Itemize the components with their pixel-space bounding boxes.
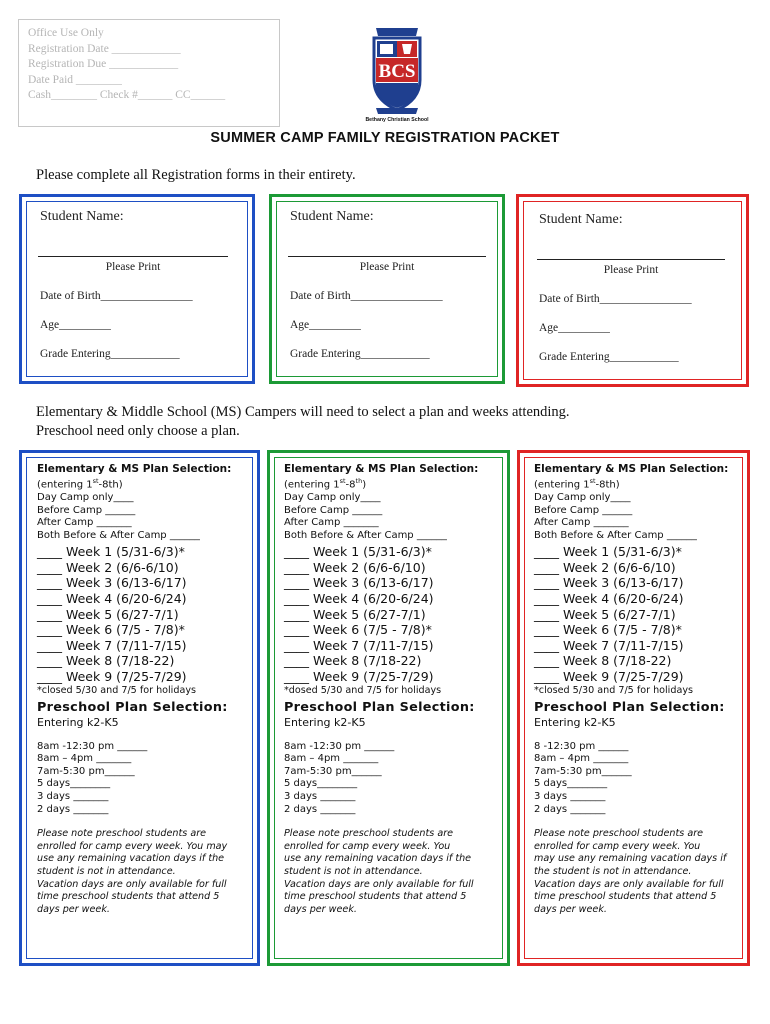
student-name-line[interactable]: [537, 259, 725, 260]
holiday-note: *dosed 5/30 and 7/5 for holidays: [284, 684, 442, 696]
entering-grades: (entering 1st-8th): [37, 477, 123, 491]
before-camp-option[interactable]: Before Camp ______: [284, 504, 383, 516]
after-camp-option[interactable]: After Camp _______: [534, 517, 629, 529]
payment-method-field: Cash________ Check #______ CC______: [28, 89, 226, 101]
preschool-heading: Preschool Plan Selection:: [534, 699, 725, 715]
week-8-option[interactable]: ____ Week 8 (7/18-22): [284, 653, 422, 669]
week-5-option[interactable]: ____ Week 5 (6/27-7/1): [37, 606, 179, 622]
grade-entering-field[interactable]: Grade Entering____________: [40, 348, 180, 360]
week-9-option[interactable]: ____ Week 9 (7/25-7/29): [37, 669, 187, 685]
preschool-5-days-option[interactable]: 5 days________: [284, 778, 358, 790]
preschool-entering: Entering k2-K5: [284, 715, 366, 729]
preschool-half-day-option[interactable]: 8 -12:30 pm ______: [534, 740, 629, 752]
after-camp-option[interactable]: After Camp _______: [37, 517, 132, 529]
preschool-half-day-option[interactable]: 8am -12:30 pm ______: [284, 740, 395, 752]
date-of-birth-field[interactable]: Date of Birth________________: [539, 293, 692, 305]
week-7-option[interactable]: ____ Week 7 (7/11-7/15): [284, 637, 434, 653]
please-print-label: Please Print: [105, 261, 161, 273]
logo-caption: Bethany Christian School: [365, 117, 429, 122]
age-field[interactable]: Age_________: [290, 319, 361, 331]
please-print-label: Please Print: [603, 264, 659, 276]
office-use-label: Office Use Only: [28, 27, 104, 39]
week-1-option[interactable]: ____ Week 1 (5/31-6/3)*: [37, 544, 185, 560]
week-9-option[interactable]: ____ Week 9 (7/25-7/29): [534, 669, 684, 685]
week-1-option[interactable]: ____ Week 1 (5/31-6/3)*: [284, 544, 432, 560]
day-camp-option[interactable]: Day Camp only____: [534, 491, 631, 503]
preschool-entering: Entering k2-K5: [37, 715, 119, 729]
week-6-option[interactable]: ____ Week 6 (7/5 - 7/8)*: [284, 622, 432, 638]
student-name-label: Student Name:: [539, 212, 623, 227]
holiday-note: *closed 5/30 and 7/5 for holidays: [534, 684, 693, 696]
week-4-option[interactable]: ____ Week 4 (6/20-6/24): [37, 591, 187, 607]
student-name-label: Student Name:: [290, 209, 374, 224]
preschool-note: Please note preschool students are enrolled for camp every week. You use any remaining vacation days if the student is not in attendance. Vacation days are only available for full time preschool students that attend 5 days per week.: [284, 828, 474, 915]
week-4-option[interactable]: ____ Week 4 (6/20-6/24): [284, 591, 434, 607]
plan-heading: Elementary & MS Plan Selection:: [284, 463, 479, 475]
plan-column-2: [284, 463, 478, 916]
date-of-birth-field[interactable]: Date of Birth________________: [290, 290, 443, 302]
week-2-option[interactable]: ____ Week 2 (6/6-6/10): [534, 559, 676, 575]
before-camp-option[interactable]: Before Camp ______: [534, 504, 633, 516]
registration-date-field: Registration Date ____________: [28, 42, 181, 55]
preschool-5-days-option[interactable]: 5 days________: [37, 778, 111, 790]
preschool-full-day-option[interactable]: 8am – 4pm _______: [284, 753, 379, 765]
preschool-note: Please note preschool students are enrolled for camp every week. You may use any remaining vacation days if the student is not in attendance. Vacation days are only available for full time preschool students that attend 5 days per week.: [37, 828, 228, 915]
week-5-option[interactable]: ____ Week 5 (6/27-7/1): [284, 606, 426, 622]
week-4-option[interactable]: ____ Week 4 (6/20-6/24): [534, 591, 684, 607]
before-camp-option[interactable]: Before Camp ______: [37, 504, 136, 516]
plan-heading: Elementary & MS Plan Selection:: [534, 463, 729, 475]
preschool-heading: Preschool Plan Selection:: [284, 699, 475, 715]
holiday-note: *closed 5/30 and 7/5 for holidays: [37, 684, 196, 696]
preschool-2-days-option[interactable]: 2 days _______: [284, 803, 356, 815]
week-1-option[interactable]: ____ Week 1 (5/31-6/3)*: [534, 544, 682, 560]
office-use-box: [18, 19, 280, 127]
grade-entering-field[interactable]: Grade Entering____________: [539, 351, 679, 363]
week-6-option[interactable]: ____ Week 6 (7/5 - 7/8)*: [534, 622, 682, 638]
both-camp-option[interactable]: Both Before & After Camp ______: [534, 529, 697, 541]
student-name-line[interactable]: [38, 256, 228, 257]
week-3-option[interactable]: ____ Week 3 (6/13-6/17): [284, 575, 434, 591]
preschool-extended-option[interactable]: 7am-5:30 pm______: [37, 765, 135, 777]
entering-grades: (entering 1st-8th): [284, 477, 367, 491]
please-print-label: Please Print: [359, 261, 415, 273]
week-6-option[interactable]: ____ Week 6 (7/5 - 7/8)*: [37, 622, 185, 638]
student-name-label: Student Name:: [40, 209, 124, 224]
both-camp-option[interactable]: Both Before & After Camp ______: [284, 529, 447, 541]
registration-due-field: Registration Due ____________: [28, 58, 179, 70]
plan-column-1: [37, 463, 231, 916]
preschool-3-days-option[interactable]: 3 days _______: [284, 791, 356, 803]
student-name-line[interactable]: [288, 256, 486, 257]
plan-column-3: [534, 463, 728, 916]
week-7-option[interactable]: ____ Week 7 (7/11-7/15): [37, 637, 187, 653]
student-form-1: [26, 198, 246, 378]
preschool-extended-option[interactable]: 7am-5:30 pm______: [534, 765, 632, 777]
both-camp-option[interactable]: Both Before & After Camp ______: [37, 529, 200, 541]
preschool-heading: Preschool Plan Selection:: [37, 699, 228, 715]
preschool-3-days-option[interactable]: 3 days _______: [534, 791, 606, 803]
preschool-note: Please note preschool students are enrolled for camp every week. You may use any remaining vacation days if the student is not in attendance. Vacation days are only available for full time preschool students that attend 5 days per week.: [534, 828, 727, 915]
instructions-line-1: Elementary & Middle School (MS) Campers will need to select a plan and weeks attending.: [36, 404, 570, 420]
week-5-option[interactable]: ____ Week 5 (6/27-7/1): [534, 606, 676, 622]
week-8-option[interactable]: ____ Week 8 (7/18-22): [37, 653, 175, 669]
week-8-option[interactable]: ____ Week 8 (7/18-22): [534, 653, 672, 669]
week-7-option[interactable]: ____ Week 7 (7/11-7/15): [534, 637, 684, 653]
entering-grades: (entering 1st-8th): [534, 477, 620, 491]
week-3-option[interactable]: ____ Week 3 (6/13-6/17): [37, 575, 187, 591]
day-camp-option[interactable]: Day Camp only____: [37, 491, 134, 503]
week-9-option[interactable]: ____ Week 9 (7/25-7/29): [284, 669, 434, 685]
week-2-option[interactable]: ____ Week 2 (6/6-6/10): [37, 559, 179, 575]
after-camp-option[interactable]: After Camp _______: [284, 517, 379, 529]
preschool-2-days-option[interactable]: 2 days _______: [37, 803, 109, 815]
preschool-3-days-option[interactable]: 3 days _______: [37, 791, 109, 803]
date-paid-field: Date Paid ________: [28, 73, 122, 86]
school-logo: [362, 20, 432, 122]
week-2-option[interactable]: ____ Week 2 (6/6-6/10): [284, 559, 426, 575]
student-form-3: [525, 201, 745, 381]
preschool-extended-option[interactable]: 7am-5:30 pm______: [284, 765, 382, 777]
preschool-5-days-option[interactable]: 5 days________: [534, 778, 608, 790]
week-3-option[interactable]: ____ Week 3 (6/13-6/17): [534, 575, 684, 591]
preschool-full-day-option[interactable]: 8am – 4pm _______: [534, 753, 629, 765]
age-field[interactable]: Age_________: [40, 319, 111, 331]
age-field[interactable]: Age_________: [539, 322, 610, 334]
preschool-2-days-option[interactable]: 2 days _______: [534, 803, 606, 815]
instructions-line-2: Preschool need only choose a plan.: [36, 423, 240, 439]
page-title: SUMMER CAMP FAMILY REGISTRATION PACKET: [210, 130, 560, 146]
preschool-entering: Entering k2-K5: [534, 715, 616, 729]
intro-text: Please complete all Registration forms in their entirety.: [36, 167, 356, 183]
preschool-full-day-option[interactable]: 8am – 4pm _______: [37, 753, 132, 765]
preschool-half-day-option[interactable]: 8am -12:30 pm ______: [37, 740, 148, 752]
student-form-2: [276, 198, 496, 378]
day-camp-option[interactable]: Day Camp only____: [284, 491, 381, 503]
date-of-birth-field[interactable]: Date of Birth________________: [40, 290, 193, 302]
plan-heading: Elementary & MS Plan Selection:: [37, 463, 232, 475]
logo-letters: BCS: [378, 61, 416, 82]
grade-entering-field[interactable]: Grade Entering____________: [290, 348, 430, 360]
instructions-paragraph: [36, 403, 570, 441]
